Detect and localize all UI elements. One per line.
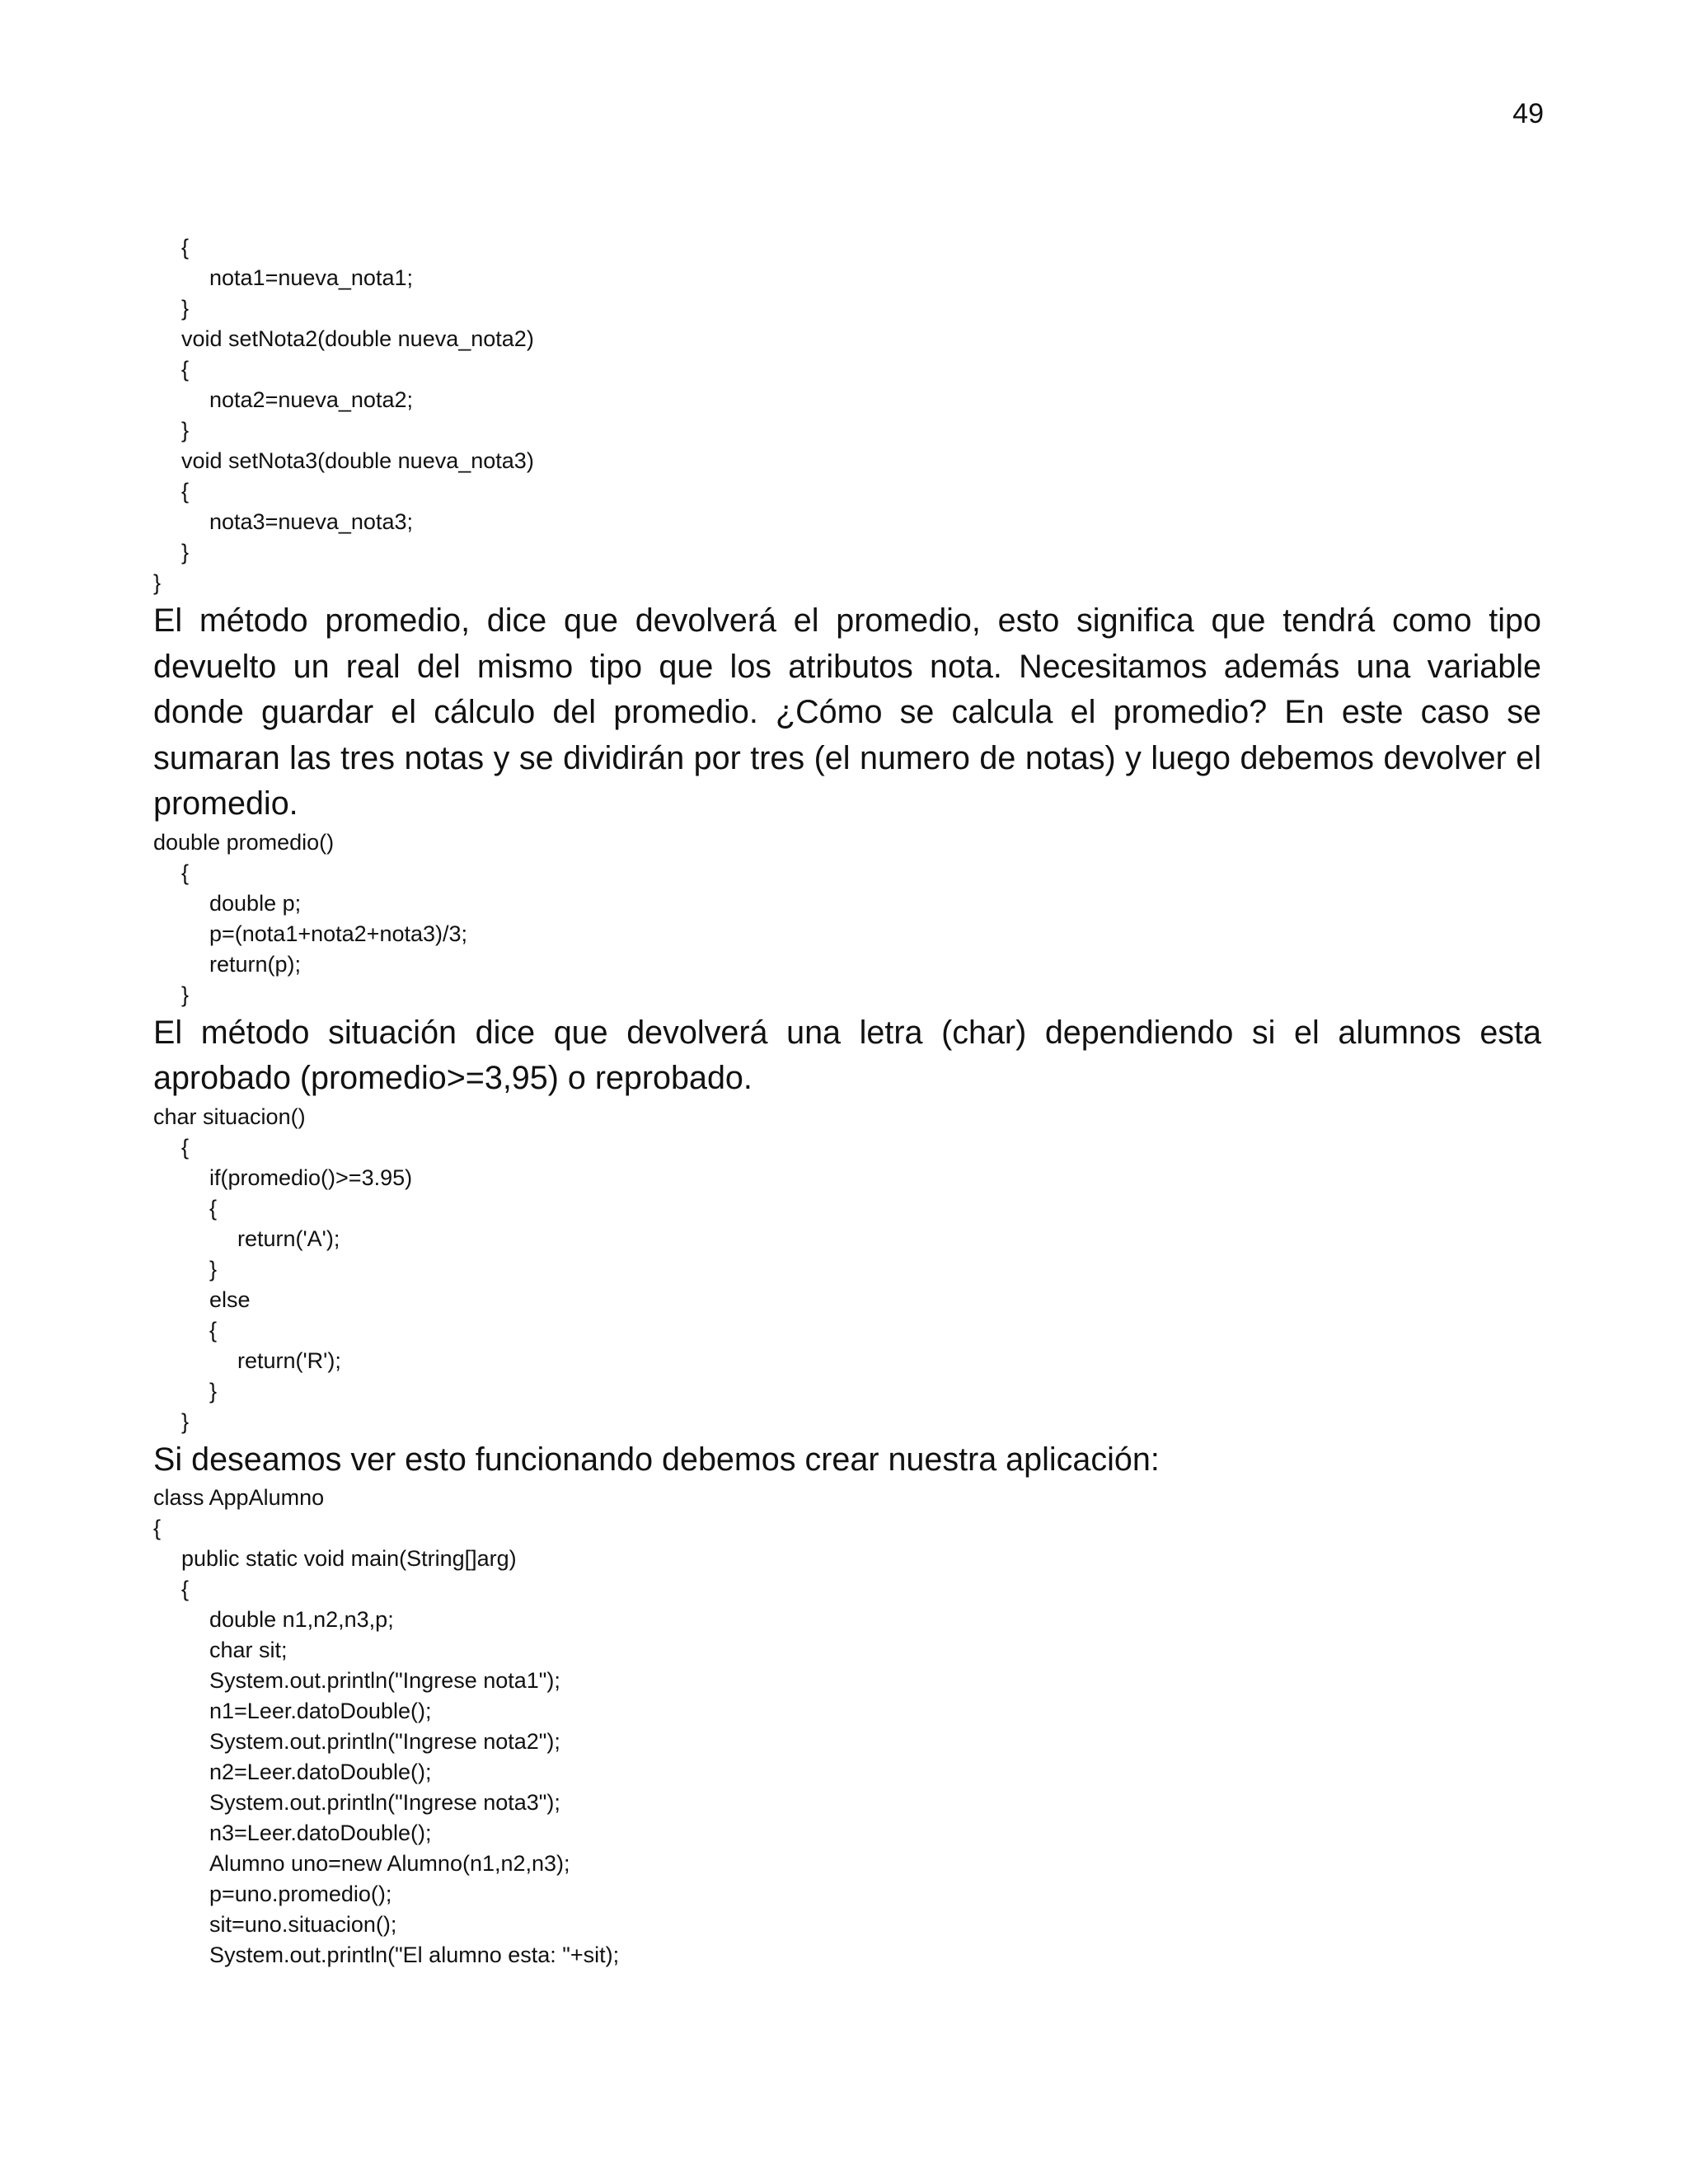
code-line: { xyxy=(181,235,190,260)
code-line: } xyxy=(181,982,190,1007)
code-line: { xyxy=(181,860,190,885)
code-line: return(p); xyxy=(209,951,302,977)
code-line: n3=Leer.datoDouble(); xyxy=(209,1821,432,1845)
code-line: nota2=nueva_nota2; xyxy=(209,387,413,412)
code-line: System.out.println("Ingrese nota1"); xyxy=(209,1668,560,1693)
code-block-app-alumno xyxy=(153,1483,1541,1971)
page-number: 49 xyxy=(1512,98,1544,129)
code-line: { xyxy=(209,1317,218,1343)
code-block-setters xyxy=(153,232,1541,598)
code-line: System.out.println("Ingrese nota3"); xyxy=(209,1790,560,1815)
code-line: System.out.println("El alumno esta: "+sit); xyxy=(209,1943,620,1967)
code-line: p=uno.promedio(); xyxy=(209,1882,392,1906)
code-line: } xyxy=(181,296,190,321)
code-block-situacion xyxy=(153,1102,1541,1437)
code-line: char sit; xyxy=(209,1638,288,1662)
code-line: sit=uno.situacion(); xyxy=(209,1912,397,1937)
code-line: { xyxy=(181,1577,190,1601)
code-line: { xyxy=(153,1516,162,1540)
code-line: return('A'); xyxy=(237,1226,340,1251)
code-line: nota3=nueva_nota3; xyxy=(209,509,413,534)
code-line: Alumno uno=new Alumno(n1,n2,n3); xyxy=(209,1851,570,1876)
code-line: if(promedio()>=3.95) xyxy=(209,1165,413,1190)
code-line: } xyxy=(181,418,190,443)
paragraph-application-intro: Si deseamos ver esto funcionando debemos crear nuestra aplicación: xyxy=(153,1441,1160,1478)
code-line: { xyxy=(181,357,190,382)
code-line: public static void main(String[]arg) xyxy=(181,1546,517,1571)
page-content xyxy=(153,232,1541,1971)
code-line: n2=Leer.datoDouble(); xyxy=(209,1760,432,1784)
code-line: { xyxy=(181,479,190,504)
code-line: return('R'); xyxy=(237,1347,341,1373)
code-line: char situacion() xyxy=(153,1104,306,1129)
code-line: System.out.println("Ingrese nota2"); xyxy=(209,1729,560,1754)
code-line: double p; xyxy=(209,890,302,916)
code-line: nota1=nueva_nota1; xyxy=(209,265,413,290)
code-line: n1=Leer.datoDouble(); xyxy=(209,1699,432,1723)
code-block-promedio xyxy=(153,827,1541,1010)
code-line: void setNota2(double nueva_nota2) xyxy=(181,326,534,351)
code-line: } xyxy=(181,1408,190,1434)
paragraph-situacion-explanation: El método situación dice que devolverá una letra (char) dependiendo si el alumnos esta aprobado (promedio>=3,95) o reprobado. xyxy=(153,1014,1541,1096)
code-line: else xyxy=(209,1286,251,1312)
code-line: { xyxy=(209,1195,218,1221)
code-line: double n1,n2,n3,p; xyxy=(209,1607,394,1632)
code-line: class AppAlumno xyxy=(153,1485,325,1510)
paragraph-promedio-explanation: El método promedio, dice que devolverá el promedio, esto significa que tendrá como tipo devuelto un real del mismo tipo que los atributos nota. Necesitamos además una variable donde guardar el cálculo del promedio. ¿Cómo se calcula el promedio? En este caso se sumaran las tres notas y se dividirán por tres (el numero de notas) y luego debemos devolver el promedio. xyxy=(153,602,1541,822)
code-line: } xyxy=(153,570,162,595)
code-line: { xyxy=(181,1134,190,1160)
code-line: void setNota3(double nueva_nota3) xyxy=(181,448,534,473)
code-line: } xyxy=(209,1256,218,1282)
code-line: double promedio() xyxy=(153,829,335,855)
code-line: } xyxy=(181,540,190,565)
code-line: } xyxy=(209,1378,218,1404)
code-line: p=(nota1+nota2+nota3)/3; xyxy=(209,921,468,946)
